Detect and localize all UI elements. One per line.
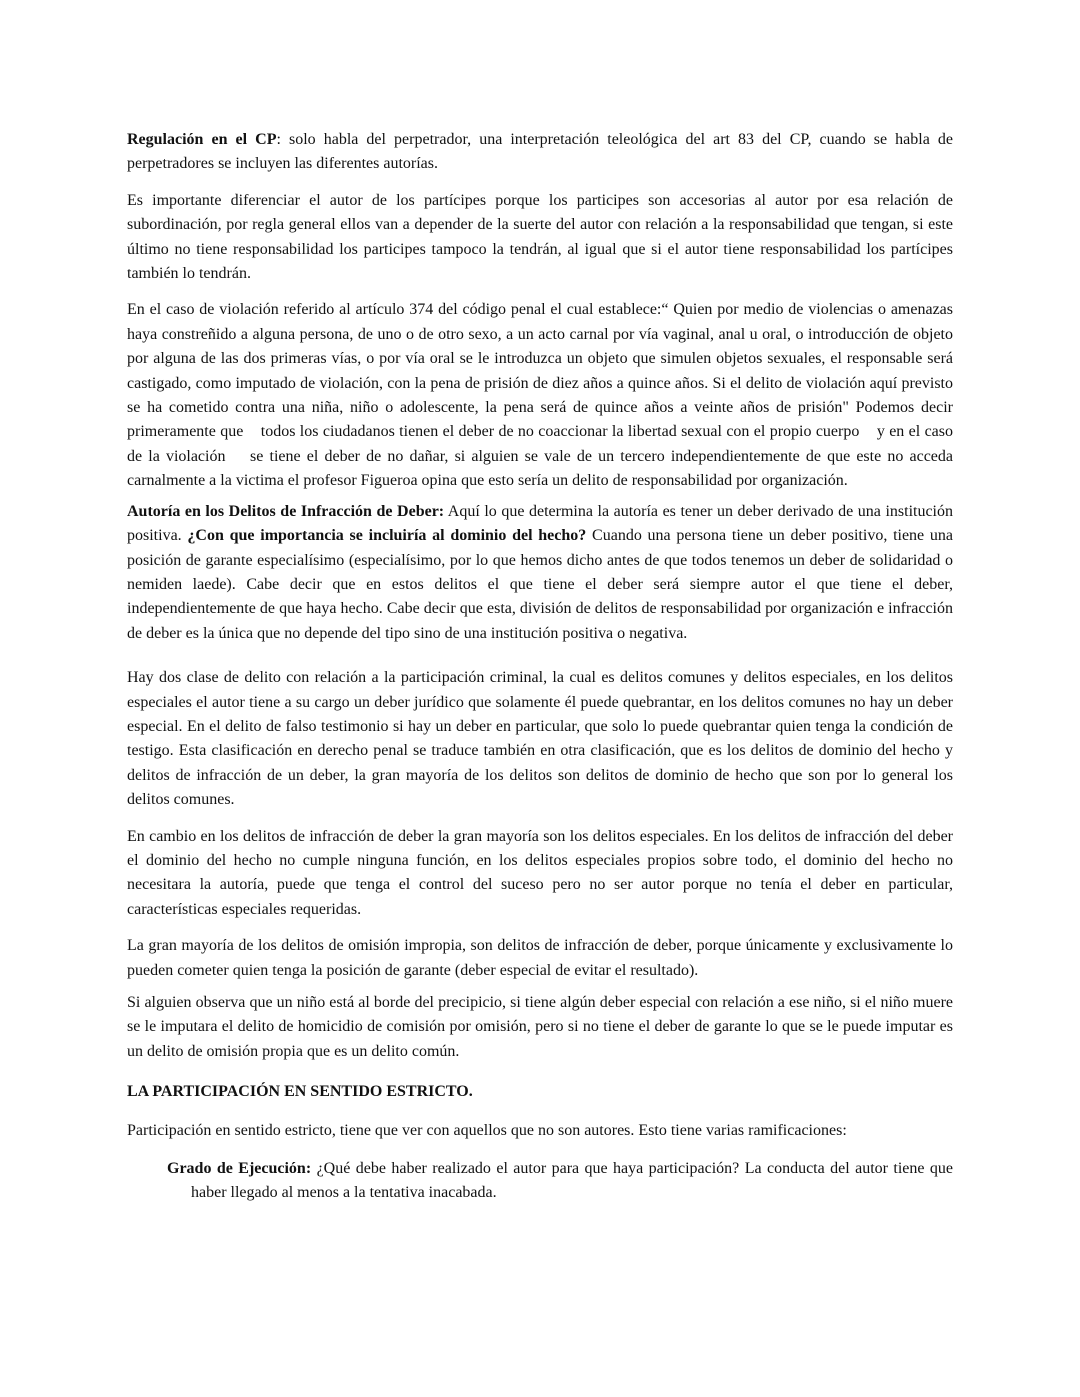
paragraph-text: Hay dos clase de delito con relación a la participación criminal, la cual es delitos comunes y delitos especiales, en los delitos especiales el autor tiene a su cargo un deber jurídico que solamente él puede quebrantar, en los delitos comunes no hay un deber especial. En el delito de falso testimonio si hay un deber en particular, que solo lo puede quebrantar quien tenga la condición de testigo. Esta clasificación en derecho penal se traduce también en otra clasificación, que es los delitos de dominio del hecho y delitos de infracción de un deber, la gran mayoría de los delitos son delitos de dominio de hecho que son por lo general los delitos comunes. [127, 669, 953, 809]
list-item-text: ¿Qué debe haber realizado el autor para que haya participación? La conducta del autor tiene que haber llegado al menos a la tentativa inacabada. [191, 1160, 954, 1202]
section-heading: LA PARTICIPACIÓN EN SENTIDO ESTRICTO. [127, 1083, 473, 1101]
paragraph-infraccion-deber [127, 500, 953, 646]
paragraph-text: En cambio en los delitos de infracción de deber la gran mayoría son los delitos especiales. En los delitos de infracción del deber el dominio del hecho no cumple ninguna función, en los delitos especiales propios sobre todo, el dominio del hecho no necesitara la autoría, puede que tenga el control del suceso pero no ser autor porque no tenía el deber en particular, características especiales requeridas. [127, 827, 953, 918]
paragraph-question-bold: ¿Con que importancia se incluiría al dominio del hecho? [187, 527, 587, 545]
paragraph-text: Es importante diferenciar el autor de los partícipes porque los participes son accesorias al autor por esa relación de subordinación, por regla general ellos van a depender de la suerte del autor con relación a la responsabilidad que tengan, si este último no tiene responsabilidad los participes tampoco la tendrán, al igual que si el autor tiene responsabilidad los partícipes también lo tendrán. [127, 191, 953, 283]
paragraph-infraccion-especiales [127, 825, 953, 923]
paragraph-text: Si alguien observa que un niño está al borde del precipicio, si tiene algún deber especial con relación a ese niño, si el niño muere se le imputara el delito de homicidio de comisión por omisión, pero si no tiene el deber de garante lo que se le puede imputar es un delito de omisión propia que es un delito común. [127, 994, 953, 1060]
list-item-grado-ejecucion [167, 1157, 953, 1206]
paragraph-violacion [127, 298, 957, 493]
paragraph-autor-participes [127, 189, 953, 287]
section-intro: Participación en sentido estricto, tiene que ver con aquellos que no son autores. Esto tiene varias ramificaciones: [127, 1121, 847, 1139]
paragraph-regulacion [127, 128, 953, 177]
paragraph-clases-delito [127, 666, 953, 812]
paragraph-text: La gran mayoría de los delitos de omisión impropia, son delitos de infracción de deber, porque únicamente y exclusivamente lo pueden cometer quien tenga la posición de garante (deber especial de evitar el resultado). [127, 937, 953, 979]
list-item-lead-bold: Grado de Ejecución: [167, 1160, 312, 1178]
document-page [127, 128, 957, 1218]
paragraph-omision-impropia [127, 934, 953, 983]
paragraph-text: Aquí lo que determina la autoría es tener un deber derivado de una institución positiva. [127, 502, 954, 545]
paragraph-ejemplo-nino [127, 991, 953, 1064]
paragraph-text: Cuando una persona tiene un deber positivo, tiene una posición de garante especialísimo (especialísimo, por lo que hemos dicho antes de que todos tenemos un deber de solidaridad o nemiden laede). Cabe decir que en estos delitos el que tiene el deber será siempre autor el que tiene el deber, independientemente de que haya hecho. Cabe decir que esta, división de delitos de responsabilidad por organización e infracción de deber es la única que no depende del tipo sino de una institución positiva o negativa. [127, 527, 954, 642]
paragraph-lead-bold: Autoría en los Delitos de Infracción de Deber: [127, 502, 445, 520]
paragraph-text: En el caso de violación referido al artículo 374 del código penal el cual establece:“ Quien por medio de violencias o amenazas haya constreñido a alguna persona, de uno o de otro sexo, a un acto carnal por vía vaginal, anal u oral, o introducción de objeto por alguna de las dos primeras vías, o por vía oral se le introduzca un objeto que simulen objetos sexuales, el responsable será castigado, como imputado de violación, con la pena de prisión de diez años a quince años. Si el delito de violación aquí previsto se ha cometido contra una niña, niño o adolescente, la pena será de quince años a veinte años de prisión" Podemos decir primeramente que todos los ciudadanos tienen el deber de no coaccionar la libertad sexual con el propio cuerpo y en el caso de la violación se tiene el deber de no dañar, si alguien se vale de un tercero independientemente de que este no acceda carnalmente a la victima el profesor Figueroa opina que esto sería un delito de responsabilidad por organización. [127, 301, 957, 490]
paragraph-lead-bold: Regulación en el CP [127, 131, 277, 148]
paragraph-text: : solo habla del perpetrador, una interpretación teleológica del art 83 del CP, cuando se habla de perpetradores se incluyen las diferentes autorías. [127, 131, 953, 173]
